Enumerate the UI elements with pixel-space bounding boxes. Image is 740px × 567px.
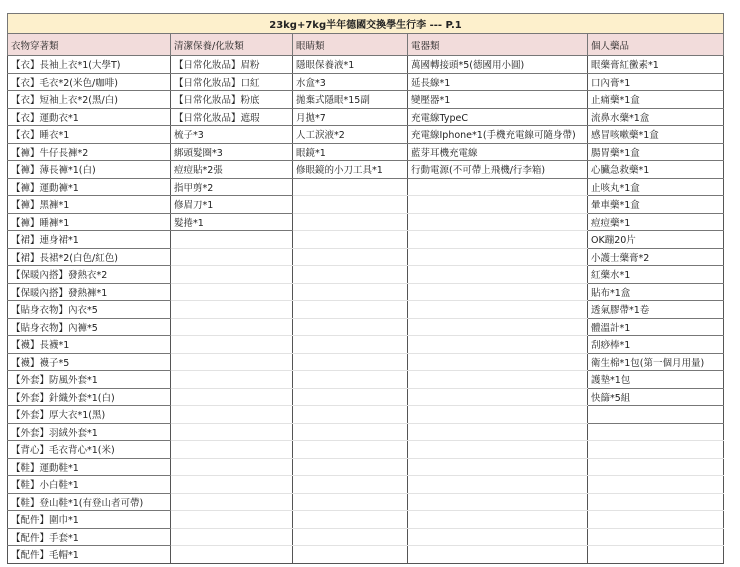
table-row <box>8 266 724 284</box>
item-cell-clothing[interactable]: 【貼身衣物】內褲*5 <box>8 318 171 336</box>
empty-cell[interactable] <box>293 248 408 266</box>
item-cell-medicine[interactable]: 感冒咳嗽藥*1盒 <box>588 126 724 144</box>
empty-cell[interactable] <box>408 353 588 371</box>
item-cell-clothing[interactable]: 【配件】手套*1 <box>8 528 171 546</box>
empty-cell[interactable] <box>171 423 293 441</box>
empty-cell[interactable] <box>408 546 588 564</box>
empty-cell[interactable] <box>171 336 293 354</box>
empty-cell[interactable] <box>293 458 408 476</box>
table-row <box>8 91 724 109</box>
table-row <box>8 388 724 406</box>
item-cell-medicine[interactable]: 紅藥水*1 <box>588 266 724 284</box>
item-cell-cleaning-cosmetics[interactable]: 梳子*3 <box>171 126 293 144</box>
item-cell-medicine[interactable]: 貼布*1盒 <box>588 283 724 301</box>
item-cell-cleaning-cosmetics[interactable]: 【日常化妝品】粉底 <box>171 91 293 109</box>
item-cell-eyes[interactable]: 隱眼保養液*1 <box>293 56 408 74</box>
item-cell-clothing[interactable]: 【貼身衣物】內衣*5 <box>8 301 171 319</box>
item-cell-medicine[interactable]: 衛生棉*1包(第一個月用量) <box>588 353 724 371</box>
item-cell-clothing[interactable]: 【配件】毛帽*1 <box>8 546 171 564</box>
packing-list-table <box>7 13 724 564</box>
item-cell-clothing[interactable]: 【鞋】小白鞋*1 <box>8 476 171 494</box>
empty-cell[interactable] <box>588 546 724 564</box>
item-cell-clothing[interactable]: 【裙】連身裙*1 <box>8 231 171 249</box>
empty-cell[interactable] <box>408 266 588 284</box>
empty-cell[interactable] <box>171 231 293 249</box>
empty-cell[interactable] <box>408 406 588 424</box>
table-row <box>8 108 724 126</box>
empty-cell[interactable] <box>588 476 724 494</box>
empty-cell[interactable] <box>293 301 408 319</box>
empty-cell[interactable] <box>293 546 408 564</box>
item-cell-cleaning-cosmetics[interactable]: 指甲剪*2 <box>171 178 293 196</box>
empty-cell[interactable] <box>171 493 293 511</box>
empty-cell[interactable] <box>408 511 588 529</box>
table-row <box>8 143 724 161</box>
empty-cell[interactable] <box>293 178 408 196</box>
empty-cell[interactable] <box>408 318 588 336</box>
table-row <box>8 546 724 564</box>
empty-cell[interactable] <box>171 248 293 266</box>
table-row <box>8 301 724 319</box>
item-cell-clothing[interactable]: 【褲】運動褲*1 <box>8 178 171 196</box>
item-cell-cleaning-cosmetics[interactable]: 【日常化妝品】眉粉 <box>171 56 293 74</box>
item-cell-clothing[interactable]: 【襪】襪子*5 <box>8 353 171 371</box>
table-row <box>8 441 724 459</box>
item-cell-clothing[interactable]: 【褲】黑褲*1 <box>8 196 171 214</box>
column-header-clothing[interactable]: 衣物穿著類 <box>8 34 171 56</box>
table-row <box>8 493 724 511</box>
empty-cell[interactable] <box>171 528 293 546</box>
item-cell-clothing[interactable]: 【背心】毛衣背心*1(米) <box>8 441 171 459</box>
table-row <box>8 528 724 546</box>
column-header-medicine[interactable]: 個人藥品 <box>588 34 724 56</box>
empty-cell[interactable] <box>408 371 588 389</box>
empty-cell[interactable] <box>171 371 293 389</box>
item-cell-medicine[interactable]: 小護士藥膏*2 <box>588 248 724 266</box>
table-row <box>8 178 724 196</box>
item-cell-eyes[interactable]: 月拋*7 <box>293 108 408 126</box>
empty-cell[interactable] <box>588 458 724 476</box>
sheet-title: 23kg+7kg半年德國交換學生行李 --- P.1 <box>8 14 724 34</box>
table-row <box>8 353 724 371</box>
empty-cell[interactable] <box>408 248 588 266</box>
item-cell-electronics[interactable]: 延長線*1 <box>408 73 588 91</box>
table-row <box>8 476 724 494</box>
empty-cell[interactable] <box>408 231 588 249</box>
empty-cell[interactable] <box>408 178 588 196</box>
empty-cell[interactable] <box>408 283 588 301</box>
item-cell-medicine[interactable]: 暈車藥*1盒 <box>588 196 724 214</box>
empty-cell[interactable] <box>171 318 293 336</box>
item-cell-medicine[interactable]: 體溫計*1 <box>588 318 724 336</box>
table-row <box>8 161 724 179</box>
item-cell-clothing[interactable]: 【外套】厚大衣*1(黑) <box>8 406 171 424</box>
table-row <box>8 248 724 266</box>
empty-cell[interactable] <box>588 493 724 511</box>
item-cell-cleaning-cosmetics[interactable]: 修眉刀*1 <box>171 196 293 214</box>
empty-cell[interactable] <box>408 458 588 476</box>
empty-cell[interactable] <box>293 388 408 406</box>
item-cell-medicine[interactable]: 腸胃藥*1盒 <box>588 143 724 161</box>
empty-cell[interactable] <box>408 441 588 459</box>
table-row <box>8 231 724 249</box>
item-cell-clothing[interactable]: 【衣】毛衣*2(米色/咖啡) <box>8 73 171 91</box>
empty-cell[interactable] <box>293 493 408 511</box>
empty-cell[interactable] <box>408 213 588 231</box>
table-row <box>8 371 724 389</box>
item-cell-electronics[interactable]: 萬國轉接頭*5(德國用小圓) <box>408 56 588 74</box>
item-cell-medicine[interactable]: 口內膏*1 <box>588 73 724 91</box>
item-cell-cleaning-cosmetics[interactable]: 【日常化妝品】口紅 <box>171 73 293 91</box>
table-row <box>8 458 724 476</box>
empty-cell[interactable] <box>171 441 293 459</box>
item-cell-eyes[interactable]: 修眼鏡的小刀工具*1 <box>293 161 408 179</box>
item-cell-electronics[interactable]: 充電線Iphone*1(手機充電線可隨身帶) <box>408 126 588 144</box>
empty-cell[interactable] <box>408 388 588 406</box>
item-cell-clothing[interactable]: 【褲】睡褲*1 <box>8 213 171 231</box>
item-cell-medicine[interactable]: 刮痧棒*1 <box>588 336 724 354</box>
table-row <box>8 423 724 441</box>
empty-cell[interactable] <box>408 336 588 354</box>
empty-cell[interactable] <box>293 406 408 424</box>
column-header-eyes[interactable]: 眼睛類 <box>293 34 408 56</box>
item-cell-medicine[interactable]: 透氣膠帶*1卷 <box>588 301 724 319</box>
item-cell-clothing[interactable]: 【衣】運動衣*1 <box>8 108 171 126</box>
empty-cell[interactable] <box>293 266 408 284</box>
item-cell-clothing[interactable]: 【裙】長裙*2(白色/紅色) <box>8 248 171 266</box>
empty-cell[interactable] <box>408 493 588 511</box>
item-cell-clothing[interactable]: 【襪】長襪*1 <box>8 336 171 354</box>
item-cell-clothing[interactable]: 【鞋】登山鞋*1(有登山者可帶) <box>8 493 171 511</box>
table-row <box>8 318 724 336</box>
empty-cell[interactable] <box>293 283 408 301</box>
item-cell-medicine[interactable]: 護墊*1包 <box>588 371 724 389</box>
item-cell-medicine[interactable]: 止痛藥*1盒 <box>588 91 724 109</box>
table-row <box>8 406 724 424</box>
item-cell-clothing[interactable]: 【褲】薄長褲*1(白) <box>8 161 171 179</box>
empty-cell[interactable] <box>293 196 408 214</box>
item-cell-medicine[interactable]: 眼藥膏紅黴素*1 <box>588 56 724 74</box>
item-cell-electronics[interactable]: 充電線TypeC <box>408 108 588 126</box>
empty-cell[interactable] <box>588 406 724 424</box>
empty-cell[interactable] <box>408 423 588 441</box>
empty-cell[interactable] <box>408 196 588 214</box>
item-cell-clothing[interactable]: 【外套】防風外套*1 <box>8 371 171 389</box>
item-cell-clothing[interactable]: 【外套】針織外套*1(白) <box>8 388 171 406</box>
empty-cell[interactable] <box>171 301 293 319</box>
item-cell-clothing[interactable]: 【保暖內搭】發熱衣*2 <box>8 266 171 284</box>
empty-cell[interactable] <box>408 528 588 546</box>
empty-cell[interactable] <box>171 353 293 371</box>
empty-cell[interactable] <box>293 213 408 231</box>
item-cell-medicine[interactable]: 痘痘藥*1 <box>588 213 724 231</box>
empty-cell[interactable] <box>171 476 293 494</box>
item-cell-electronics[interactable]: 行動電源(不可帶上飛機/行李箱) <box>408 161 588 179</box>
empty-cell[interactable] <box>293 423 408 441</box>
table-row <box>8 213 724 231</box>
empty-cell[interactable] <box>408 476 588 494</box>
item-cell-medicine[interactable]: 流鼻水藥*1盒 <box>588 108 724 126</box>
empty-cell[interactable] <box>408 301 588 319</box>
item-cell-eyes[interactable]: 拋棄式隱眼*15副 <box>293 91 408 109</box>
item-cell-eyes[interactable]: 眼鏡*1 <box>293 143 408 161</box>
empty-cell[interactable] <box>171 511 293 529</box>
empty-cell[interactable] <box>293 336 408 354</box>
item-cell-cleaning-cosmetics[interactable]: 綁頭髮圈*3 <box>171 143 293 161</box>
empty-cell[interactable] <box>293 371 408 389</box>
empty-cell[interactable] <box>171 266 293 284</box>
item-cell-electronics[interactable]: 藍芽耳機充電線 <box>408 143 588 161</box>
empty-cell[interactable] <box>293 231 408 249</box>
item-cell-clothing[interactable]: 【衣】睡衣*1 <box>8 126 171 144</box>
item-cell-clothing[interactable]: 【褲】牛仔長褲*2 <box>8 143 171 161</box>
empty-cell[interactable] <box>293 353 408 371</box>
table-row <box>8 56 724 74</box>
item-cell-medicine[interactable]: 止咳丸*1盒 <box>588 178 724 196</box>
item-cell-electronics[interactable]: 變壓器*1 <box>408 91 588 109</box>
column-header-electronics[interactable]: 電器類 <box>408 34 588 56</box>
item-cell-medicine[interactable]: 心臟急救藥*1 <box>588 161 724 179</box>
item-cell-clothing[interactable]: 【外套】羽絨外套*1 <box>8 423 171 441</box>
table-row <box>8 336 724 354</box>
table-row <box>8 283 724 301</box>
item-cell-clothing[interactable]: 【配件】圍巾*1 <box>8 511 171 529</box>
item-cell-medicine[interactable]: 快篩*5組 <box>588 388 724 406</box>
empty-cell[interactable] <box>293 528 408 546</box>
empty-cell[interactable] <box>171 406 293 424</box>
item-cell-clothing[interactable]: 【衣】短袖上衣*2(黑/白) <box>8 91 171 109</box>
item-cell-clothing[interactable]: 【保暖內搭】發熱褲*1 <box>8 283 171 301</box>
empty-cell[interactable] <box>171 388 293 406</box>
item-cell-clothing[interactable]: 【鞋】運動鞋*1 <box>8 458 171 476</box>
empty-cell[interactable] <box>588 423 724 441</box>
empty-cell[interactable] <box>293 441 408 459</box>
item-cell-cleaning-cosmetics[interactable]: 【日常化妝品】遮瑕 <box>171 108 293 126</box>
empty-cell[interactable] <box>588 528 724 546</box>
table-row <box>8 73 724 91</box>
item-cell-cleaning-cosmetics[interactable]: 髮捲*1 <box>171 213 293 231</box>
empty-cell[interactable] <box>293 476 408 494</box>
item-cell-clothing[interactable]: 【衣】長袖上衣*1(大學T) <box>8 56 171 74</box>
table-row <box>8 196 724 214</box>
item-cell-cleaning-cosmetics[interactable]: 痘痘貼*2張 <box>171 161 293 179</box>
column-header-cleaning-cosmetics[interactable]: 清潔保養/化妝類 <box>171 34 293 56</box>
table-row <box>8 511 724 529</box>
empty-cell[interactable] <box>588 441 724 459</box>
item-cell-medicine[interactable]: OK蹦20片 <box>588 231 724 249</box>
empty-cell[interactable] <box>293 318 408 336</box>
empty-cell[interactable] <box>171 546 293 564</box>
empty-cell[interactable] <box>171 458 293 476</box>
item-cell-eyes[interactable]: 人工淚液*2 <box>293 126 408 144</box>
item-cell-eyes[interactable]: 水盒*3 <box>293 73 408 91</box>
empty-cell[interactable] <box>171 283 293 301</box>
empty-cell[interactable] <box>588 511 724 529</box>
table-row <box>8 126 724 144</box>
empty-cell[interactable] <box>293 511 408 529</box>
